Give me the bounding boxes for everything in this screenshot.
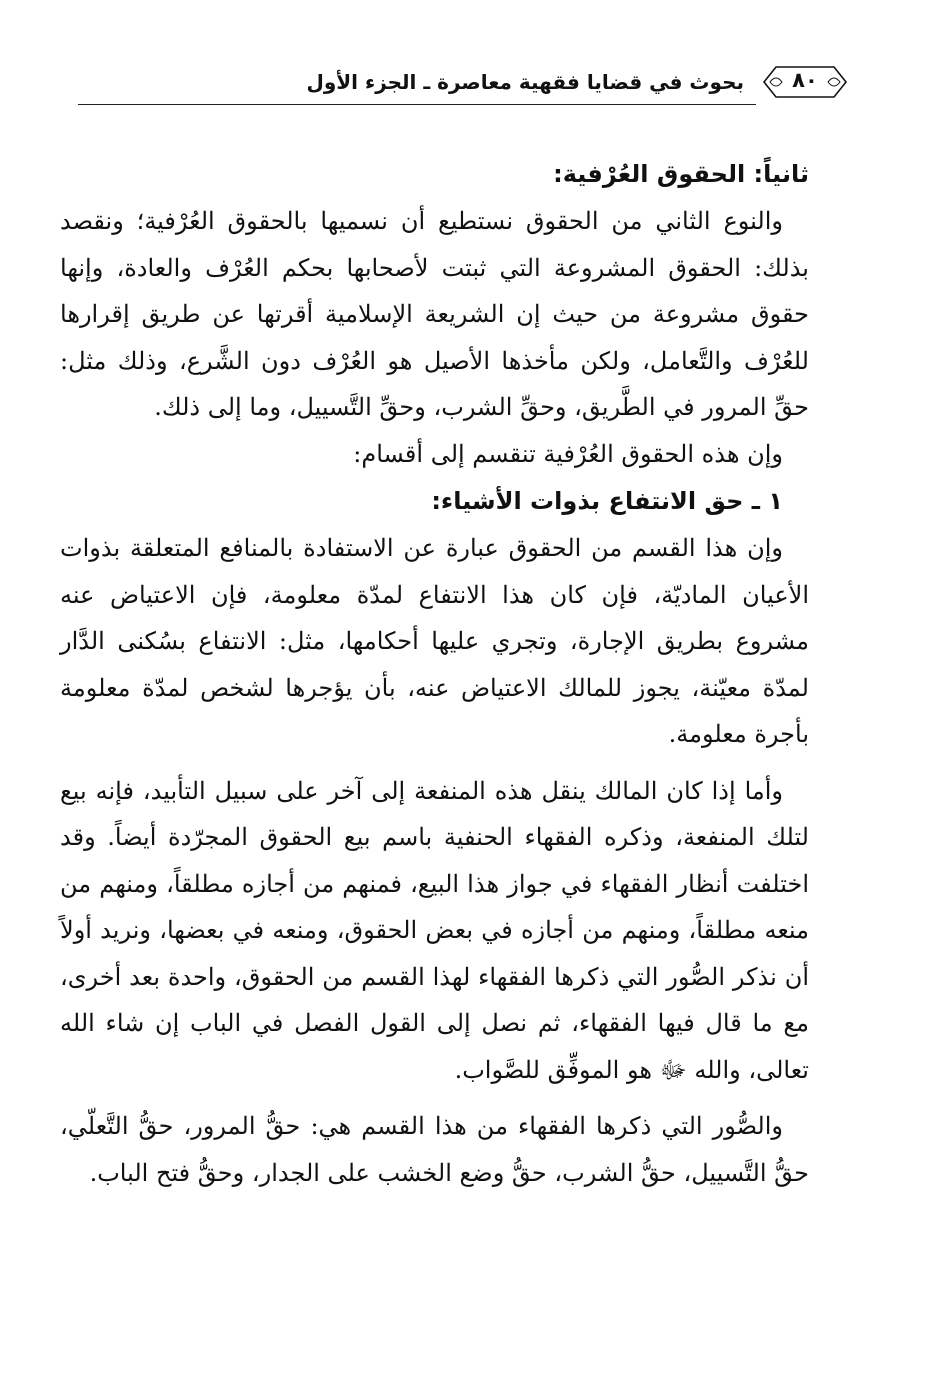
subsection-paragraph-2: وأما إذا كان المالك ينقل هذه المنفعة إلى آخر على سبيل التأبيد، فإنه بيع لتلك المنفعة، وذكره الفقهاء الحنفية باسم بيع الحقوق المجرّدة أيضاً. وقد اختلفت أنظار الفقهاء في جواز هذا البيع، فمنهم من أجازه مطلقاً، ومنهم من منعه مطلقاً، ومنهم من أجازه في بعض الحقوق، ومنعه في بعضها، ونريد أولاً أن نذكر الصُّور التي ذكرها الفقهاء لهذا القسم من الحقوق، واحدة بعد أخرى، مع ما قال فيها الفقهاء، ثم نصل إلى القول الفصل في الباب إن شاء الله تعالى، والله ﷻ هو الموفِّق للصَّواب.: [60, 776, 809, 1084]
page-number-badge: [762, 64, 848, 100]
subsection-paragraph-3: والصُّور التي ذكرها الفقهاء من هذا القسم هي: حقُّ المرور، حقُّ التَّعلّي، حقُّ التَّسييل، حقُّ الشرب، حقُّ وضع الخشب على الجدار، وحقُّ فتح الباب.: [60, 1112, 809, 1187]
subsection-heading: ١ ـ حق الانتفاع بذوات الأشياء:: [431, 487, 783, 515]
section-paragraph-1: والنوع الثاني من الحقوق نستطيع أن نسميها بالحقوق العُرْفية؛ ونقصد بذلك: الحقوق المشروعة التي ثبتت لأصحابها بحكم العُرْف والعادة، وإنها حقوق مشروعة من حيث إن الشريعة الإسلامية أقرتها عن طريق إقرارها للعُرْف والتَّعامل، ولكن مأخذها الأصيل هو العُرْف دون الشَّرع، وذلك مثل: حقِّ المرور في الطَّريق، وحقِّ الشرب، وحقِّ التَّسييل، وما إلى ذلك.: [60, 207, 809, 421]
page-header: [78, 58, 848, 114]
paragraph-gap: [60, 758, 809, 768]
subsection-paragraph-1: وإن هذا القسم من الحقوق عبارة عن الاستفادة بالمنافع المتعلقة بذوات الأعيان الماديّة، فإن كان هذا الانتفاع لمدّة معلومة، فإن الاعتياض عنه مشروع بطريق الإجارة، وتجري عليها أحكامها، مثل: الانتفاع بسُكنى الدَّار لمدّة معيّنة، يجوز للمالك الاعتياض عنه، بأن يؤجرها لشخص لمدّة معلومة بأجرة معلومة.: [60, 534, 809, 748]
page-number: ٨٠: [792, 68, 818, 92]
page-body: [60, 150, 809, 1196]
section-paragraph-2: وإن هذه الحقوق العُرْفية تنقسم إلى أقسام:: [353, 439, 783, 468]
header-rule: [78, 104, 756, 105]
section-heading: ثانياً: الحقوق العُرْفية:: [553, 160, 809, 188]
paragraph-gap: [60, 1093, 809, 1103]
running-title: بحوث في قضايا فقهية معاصرة ـ الجزء الأول: [306, 70, 744, 94]
